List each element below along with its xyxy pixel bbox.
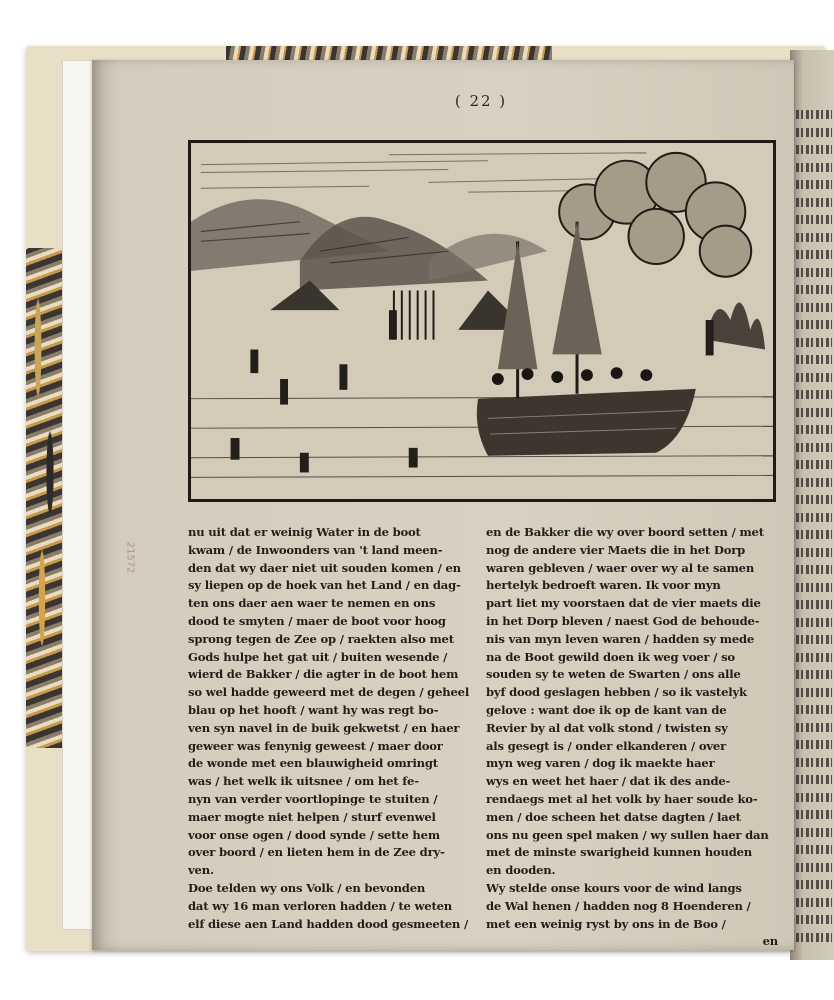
facing-page-text-line (796, 898, 832, 907)
facing-page-text-line (796, 600, 832, 609)
text-line: Doe telden wy ons Volk / en bevonden (188, 880, 426, 895)
text-line: part liet my voorstaen dat de vier maets die (486, 596, 761, 611)
text-line: dood te smyten / maer de boot voor hoog (188, 613, 446, 628)
text-line: in het Dorp bleven / naest God de behoude- (486, 613, 760, 628)
text-line: kwam / de Inwoonders van 't land meen- (188, 542, 443, 557)
facing-page-text-line (796, 933, 832, 942)
facing-page-text-line (796, 670, 832, 679)
facing-page-text-line (796, 198, 832, 207)
catchword: en (762, 934, 778, 949)
facing-page-text-line (796, 548, 832, 557)
facing-page-text-line (796, 828, 832, 837)
facing-page-text-line (796, 425, 832, 434)
text-line: elf diese aen Land hadden dood gesmeeten / (188, 916, 468, 931)
facing-page-text-line (796, 320, 832, 329)
text-line: maer mogte niet helpen / sturf evenwel (188, 809, 436, 824)
text-line: na de Boot gewild doen ik weg voer / so (486, 649, 735, 664)
facing-page-text-line (796, 845, 832, 854)
text-line: waren gebleven / waer over wy al te samen (486, 560, 755, 575)
text-line: de wonde met een blauwigheid omringt (188, 756, 438, 771)
text-line: wierd de Bakker / die agter in de boot hem (188, 667, 459, 682)
facing-page-text-line (796, 513, 832, 522)
text-line: voor onse ogen / dood synde / sette hem (188, 827, 440, 842)
text-line: en dooden. (486, 863, 556, 878)
facing-page-text-line (796, 740, 832, 749)
text-line: met een weinig ryst by ons in de Boo / (486, 916, 726, 931)
facing-page-text-line (796, 583, 832, 592)
facing-page-text-line (796, 338, 832, 347)
facing-page-text-line (796, 723, 832, 732)
text-line: hertelyk bedroeft waren. Ik voor myn (486, 578, 721, 593)
facing-page-text-line (796, 163, 832, 172)
facing-page-text-line (796, 180, 832, 189)
facing-page-text-line (796, 355, 832, 364)
text-column-right (486, 524, 778, 951)
text-line: de Wal henen / hadden nog 8 Hoenderen / (486, 898, 751, 913)
text-line: sprong tegen de Zee op / raekten also met (188, 631, 454, 646)
facing-page-text-line (796, 618, 832, 627)
text-line: met de minste swarigheid kunnen houden (486, 845, 753, 860)
page-number: ( 22 ) (454, 92, 508, 110)
facing-page-text-line (796, 268, 832, 277)
facing-page-text-line (796, 303, 832, 312)
facing-page-text-line (796, 145, 832, 154)
facing-page-text-line (796, 233, 832, 242)
facing-page-text-line (796, 478, 832, 487)
facing-page-text-line (796, 915, 832, 924)
text-line: en de Bakker die wy over boord setten / met (486, 525, 764, 539)
facing-page-text-line (796, 880, 832, 889)
facing-page-text-line (796, 443, 832, 452)
text-column-left (188, 524, 478, 933)
text-line: gelove : want doe ik op de kant van de (486, 702, 727, 717)
text-line: ons nu geen spel maken / wy sullen haer dan (486, 827, 769, 842)
text-line: rendaegs met al het volk by haer soude ko- (486, 791, 758, 806)
woodcut-ship-scene (191, 143, 773, 499)
text-line: blau op het hooft / want hy was regt bo- (188, 702, 439, 717)
facing-page-text-line (796, 758, 832, 767)
text-line: als gesegt is / onder elkanderen / over (486, 738, 727, 753)
facing-page-text-line (796, 373, 832, 382)
text-line: so wel hadde geweerd met de degen / geheel (188, 685, 470, 700)
woodcut-illustration (188, 140, 776, 502)
text-line: was / het welk ik uitsnee / om het fe- (188, 774, 419, 789)
facing-page-text-line (796, 863, 832, 872)
text-line: ven syn navel in de buik gekwetst / en haer (188, 720, 460, 735)
text-line: ven. (188, 863, 214, 878)
facing-page-text-line (796, 565, 832, 574)
facing-page-text-line (796, 285, 832, 294)
facing-page-text-line (796, 810, 832, 819)
text-line: Revier by al dat volk stond / twisten sy (486, 720, 728, 735)
facing-page-text-line (796, 635, 832, 644)
text-line: Gods hulpe het gat uit / buiten wesende / (188, 649, 448, 664)
text-line: nyn van verder voortlopinge te stuiten / (188, 791, 438, 806)
facing-page-text-line (796, 495, 832, 504)
facing-page-text-line (796, 408, 832, 417)
text-line: nog de andere vier Maets die in het Dorp (486, 542, 746, 557)
facing-page-text-line (796, 775, 832, 784)
library-stamp: 21572 (124, 541, 136, 574)
text-line: dat wy 16 man verloren hadden / te weten (188, 898, 453, 913)
text-line: nis van myn leven waren / hadden sy mede (486, 631, 755, 646)
text-line: sy liepen op de hoek van het Land / en dag- (188, 578, 461, 593)
text-line: ten ons daer aen waer te nemen en ons (188, 596, 436, 611)
text-line: souden sy te weten de Swarten / ons alle (486, 667, 741, 682)
text-line: den dat wy daer niet uit souden komen / en (188, 560, 461, 575)
facing-page-text-line (796, 215, 832, 224)
facing-page-text-line (796, 688, 832, 697)
text-line: myn weg varen / dog ik maekte haer (486, 756, 715, 771)
facing-page-text-line (796, 653, 832, 662)
facing-page-text-line (796, 793, 832, 802)
facing-page-text-line (796, 250, 832, 259)
facing-page-text-line (796, 110, 832, 119)
text-line: men / doe scheen het datse dagten / laet (486, 809, 741, 824)
facing-page-text-line (796, 705, 832, 714)
facing-page-text-line (796, 128, 832, 137)
marbled-endpaper-left (26, 248, 66, 748)
text-line: byf dood geslagen hebben / so ik vastelyk (486, 685, 747, 700)
text-line: wys en weet het haer / dat ik des ande- (486, 774, 731, 789)
facing-page-edge (790, 50, 834, 960)
text-line: Wy stelde onse kours voor de wind langs (486, 880, 742, 895)
facing-page-text-line (796, 390, 832, 399)
text-line: over boord / en lieten hem in de Zee dry- (188, 845, 445, 860)
text-line: nu uit dat er weinig Water in de boot (188, 525, 421, 539)
facing-page-text-line (796, 460, 832, 469)
text-line: geweer was fenynig geweest / maer door (188, 738, 443, 753)
facing-page-text-line (796, 530, 832, 539)
